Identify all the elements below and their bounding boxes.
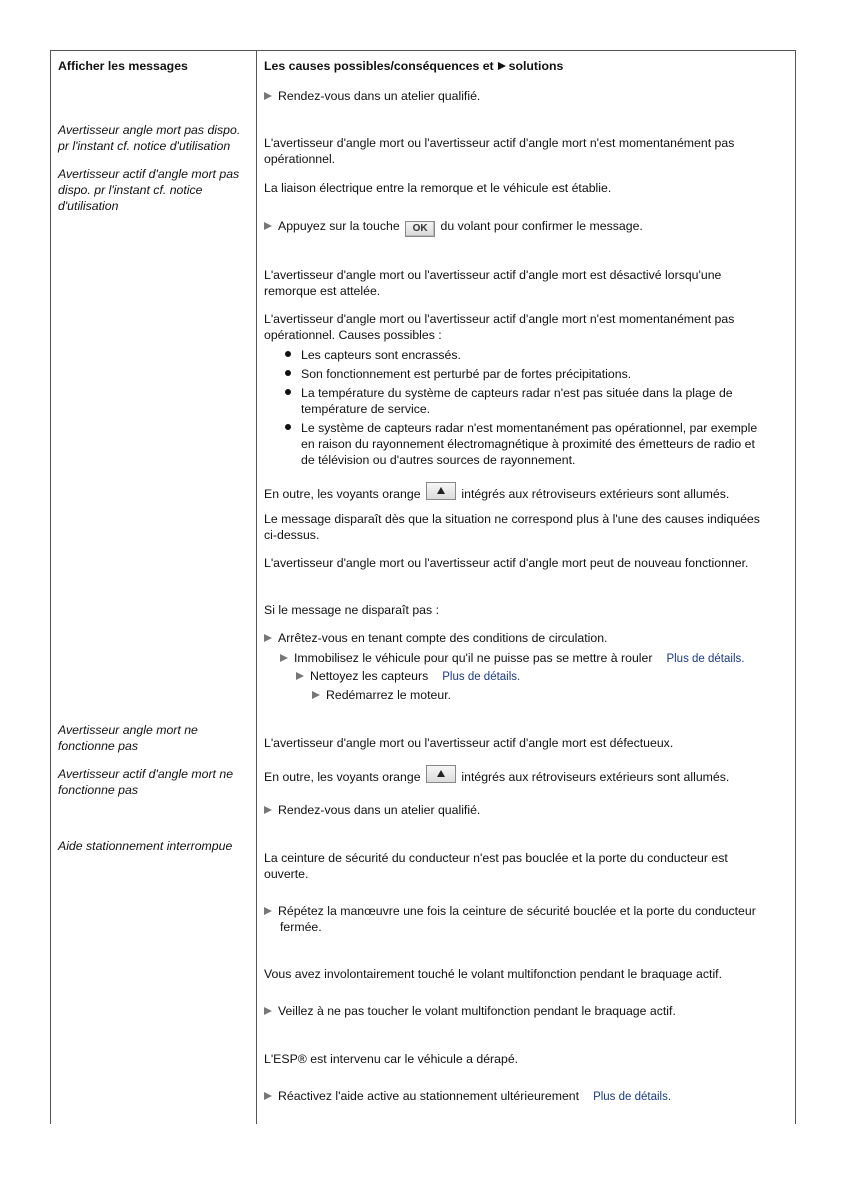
instruction-text: Immobilisez le véhicule pour qu'il ne puisse pas se mettre à rouler — [294, 651, 653, 665]
message-blind-spot-unavailable-line2: pr l'instant cf. notice d'utilisation — [58, 139, 231, 153]
instruction-text: Nettoyez les capteurs — [310, 669, 429, 683]
instruction-text: Redémarrez le moteur. — [326, 688, 452, 702]
bullet-icon — [285, 370, 291, 376]
instruction-text: Rendez-vous dans un atelier qualifié. — [278, 803, 481, 817]
ok-key-icon: OK — [405, 221, 435, 237]
column-header-messages: Afficher les messages — [58, 59, 188, 73]
bullet-icon — [285, 389, 291, 395]
cause-text: ouverte. — [264, 867, 309, 881]
bullet-item: Les capteurs sont encrassés. — [301, 348, 461, 362]
instruction-stop — [264, 630, 607, 646]
message-blind-spot-not-working: Avertisseur angle mort ne — [58, 723, 198, 737]
instruction-text: du volant pour confirmer le message. — [440, 219, 643, 233]
bullet-item: de télévision ou d'autres sources de rayonnement. — [301, 453, 576, 467]
cause-text: La ceinture de sécurité du conducteur n'est pas bouclée et la porte du conducteur est — [264, 851, 728, 865]
cause-text: ci-dessus. — [264, 528, 320, 542]
message-active-blind-spot-unavailable: Avertisseur actif d'angle mort pas — [58, 167, 240, 181]
bullet-item: Son fonctionnement est perturbé par de fortes précipitations. — [301, 367, 632, 381]
cause-text: opérationnel. Causes possibles : — [264, 328, 442, 342]
cause-text: L'avertisseur d'angle mort ou l'avertisseur actif d'angle mort est désactivé lorsqu'une — [264, 268, 722, 282]
arrow-icon — [264, 1092, 272, 1100]
cause-text: Si le message ne disparaît pas : — [264, 603, 439, 617]
instruction-text: Arrêtez-vous en tenant compte des conditions de circulation. — [278, 631, 608, 645]
arrow-icon — [264, 634, 272, 642]
cause-text: intégrés aux rétroviseurs extérieurs sont allumés. — [461, 770, 730, 784]
details-link[interactable]: Plus de détails. — [666, 653, 745, 665]
arrow-icon — [280, 654, 288, 662]
arrow-icon — [264, 907, 272, 915]
bullet-item: température de service. — [301, 402, 431, 416]
instruction-text: Réactivez l'aide active au stationnement ultérieurement — [278, 1089, 580, 1103]
cause-text: L'ESP® est intervenu car le véhicule a dérapé. — [264, 1052, 519, 1066]
cause-indicator-lamps — [264, 482, 729, 502]
instruction-text: Appuyez sur la touche — [278, 219, 400, 233]
instruction-restart-engine — [312, 687, 451, 703]
arrow-icon — [264, 806, 272, 814]
message-active-blind-spot-not-working-line2: fonctionne pas — [58, 783, 138, 797]
cause-text: L'avertisseur d'angle mort ou l'avertisseur actif d'angle mort peut de nouveau fonctionner. — [264, 556, 749, 570]
cause-text: En outre, les voyants orange — [264, 770, 421, 784]
message-active-blind-spot-not-working: Avertisseur actif d'angle mort ne — [58, 767, 234, 781]
warning-triangle-key-icon — [426, 765, 456, 783]
details-link[interactable]: Plus de détails. — [593, 1091, 672, 1103]
instruction-text: Rendez-vous dans un atelier qualifié. — [278, 89, 481, 103]
cause-text: L'avertisseur d'angle mort ou l'avertisseur actif d'angle mort n'est momentanément pas — [264, 136, 735, 150]
cause-text: En outre, les voyants orange — [264, 487, 421, 501]
instruction-clean-sensors — [296, 668, 520, 685]
instruction-repeat-maneuver — [264, 903, 756, 919]
bullet-item: Le système de capteurs radar n'est momentanément pas opérationnel, par exemple — [301, 421, 758, 435]
instruction-workshop — [264, 88, 480, 104]
header-solutions-text: solutions — [508, 59, 564, 73]
details-link[interactable]: Plus de détails. — [442, 671, 521, 683]
arrow-icon — [264, 1007, 272, 1015]
arrow-icon — [264, 92, 272, 100]
instruction-immobilize — [280, 650, 744, 667]
cause-indicator-lamps — [264, 765, 729, 785]
arrow-icon — [264, 222, 272, 230]
cause-text: remorque est attelée. — [264, 284, 381, 298]
instruction-text: Répétez la manœuvre une fois la ceinture de sécurité bouclée et la porte du conducteur — [278, 904, 756, 918]
cause-text: L'avertisseur d'angle mort ou l'avertisseur actif d'angle mort est défectueux. — [264, 736, 674, 750]
warning-triangle-key-icon — [426, 482, 456, 500]
instruction-workshop — [264, 802, 480, 818]
instruction-press-ok — [264, 218, 643, 237]
instruction-reactivate — [264, 1088, 671, 1105]
instruction-text: Veillez à ne pas toucher le volant multifonction pendant le braquage actif. — [278, 1004, 676, 1018]
column-header-causes — [264, 58, 563, 74]
bullet-icon — [285, 351, 291, 357]
table-left-border — [50, 50, 51, 1124]
message-active-blind-spot-unavailable-line3: d'utilisation — [58, 199, 119, 213]
bullet-item: en raison du rayonnement électromagnétique à proximité des émetteurs de radio et — [301, 437, 755, 451]
arrow-icon — [296, 672, 304, 680]
message-blind-spot-not-working-line2: fonctionne pas — [58, 739, 138, 753]
cause-text: L'avertisseur d'angle mort ou l'avertisseur actif d'angle mort n'est momentanément pas — [264, 312, 735, 326]
message-active-blind-spot-unavailable-line2: dispo. pr l'instant cf. notice — [58, 183, 203, 197]
cause-text: Le message disparaît dès que la situation ne correspond plus à l'une des causes indiquées — [264, 512, 760, 526]
header-causes-text: Les causes possibles/conséquences et — [264, 59, 494, 73]
cause-text: opérationnel. — [264, 152, 336, 166]
arrow-icon — [498, 62, 506, 70]
cause-text: La liaison électrique entre la remorque et le véhicule est établie. — [264, 181, 612, 195]
table-right-border — [795, 50, 796, 1124]
bullet-item: La température du système de capteurs radar n'est pas située dans la plage de — [301, 386, 733, 400]
instruction-text: fermée. — [280, 920, 322, 934]
cause-text: intégrés aux rétroviseurs extérieurs sont allumés. — [461, 487, 730, 501]
instruction-do-not-touch — [264, 1003, 676, 1019]
cause-text: Vous avez involontairement touché le volant multifonction pendant le braquage actif. — [264, 967, 723, 981]
arrow-icon — [312, 691, 320, 699]
message-parking-aid-interrupted: Aide stationnement interrompue — [58, 839, 233, 853]
column-divider — [256, 50, 257, 1124]
message-blind-spot-unavailable: Avertisseur angle mort pas dispo. — [58, 123, 241, 137]
bullet-icon — [285, 424, 291, 430]
table-top-border — [50, 50, 796, 51]
